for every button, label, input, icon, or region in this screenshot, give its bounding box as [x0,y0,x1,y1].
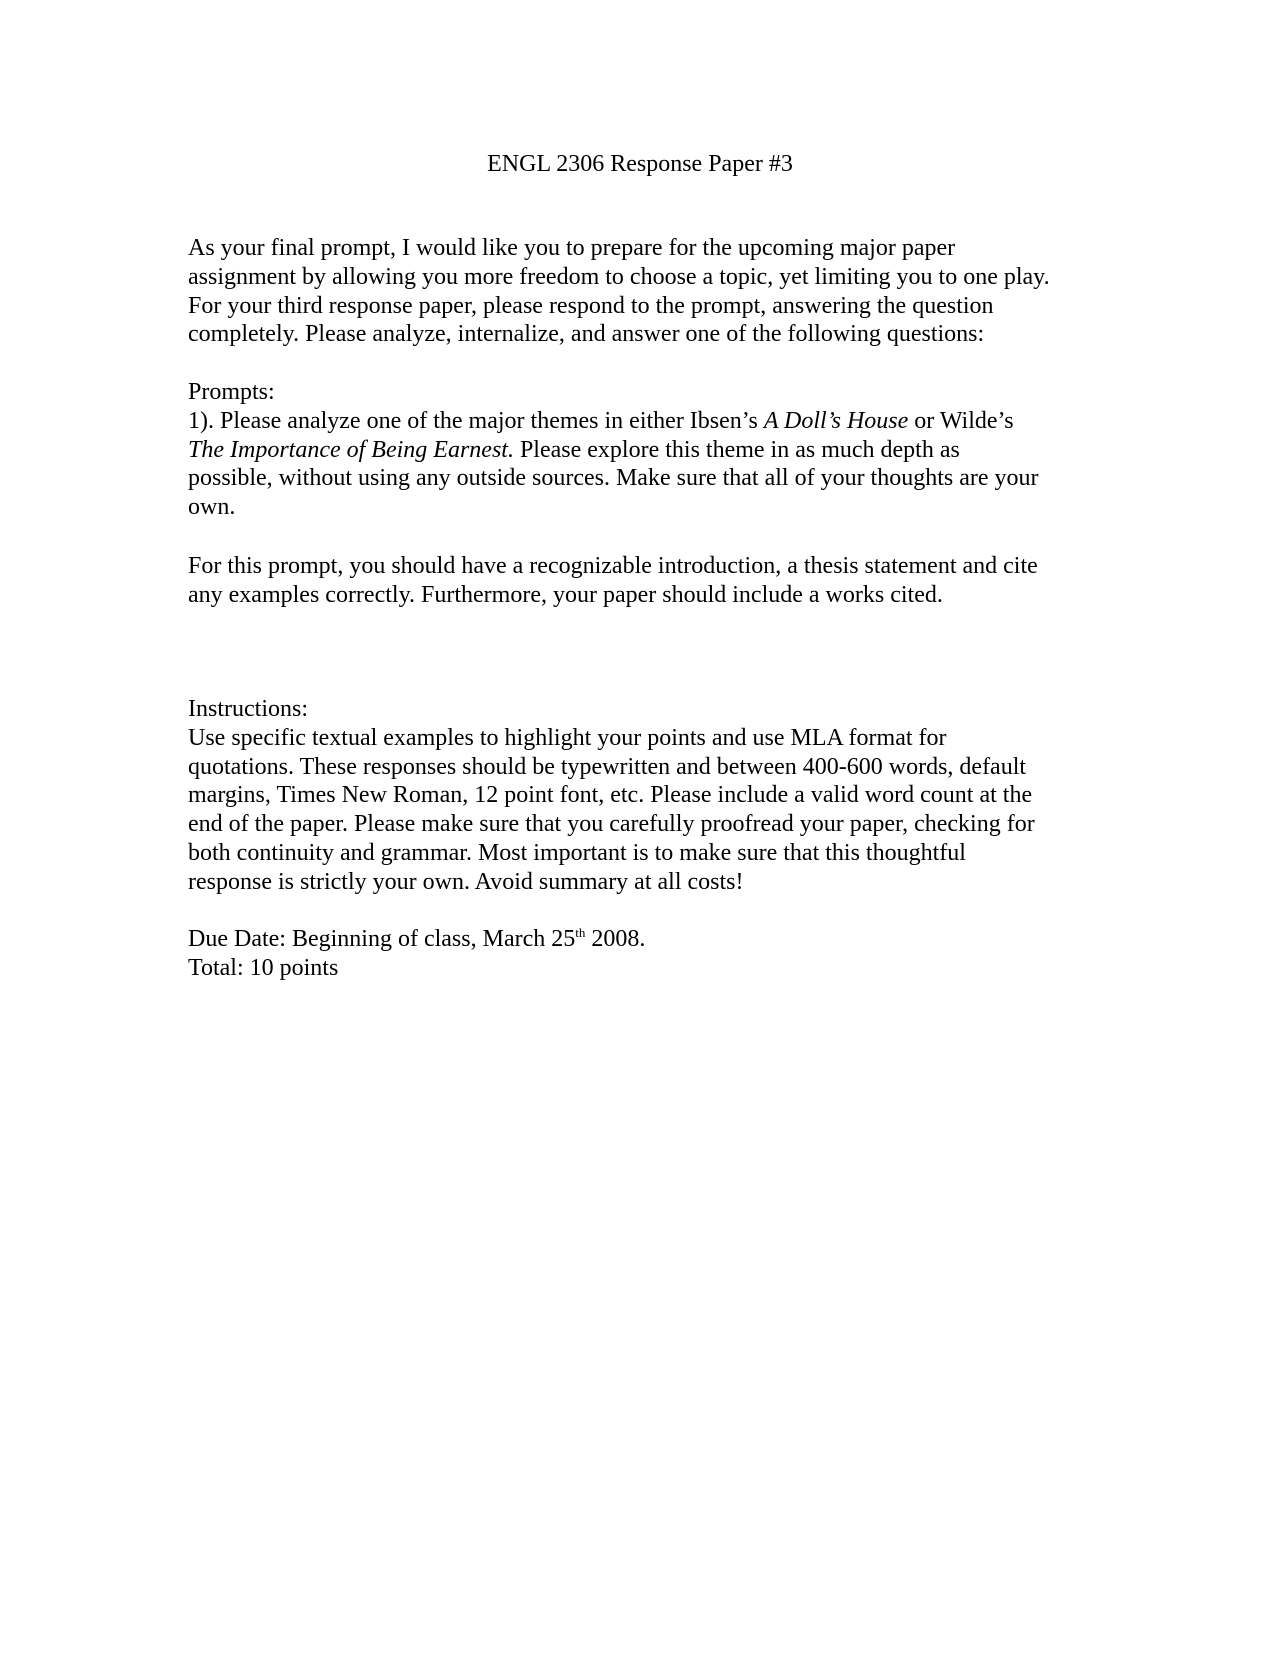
instructions-line: both continuity and grammar. Most important is to make sure that this thoughtful [188,839,966,866]
instructions-line: Use specific textual examples to highlight your points and use MLA format for [188,724,947,751]
instructions-section [188,695,1035,897]
due-date [188,925,645,954]
due-date-prefix: Due Date: Beginning of class, March 25 [188,926,576,952]
intro-line: For your third response paper, please respond to the prompt, answering the question [188,292,994,319]
play-title-being-earnest: The Importance of Being Earnest. [188,436,514,463]
prompt-1-line-3: possible, without using any outside sources. Make sure that all of your thoughts are your [188,465,1039,492]
prompt-1-line-4: own. [188,494,236,521]
prompt-1-text: or Wilde’s [908,407,1014,434]
requirements-line: For this prompt, you should have a recognizable introduction, a thesis statement and cite [188,553,1038,579]
prompt-1-line-2 [188,436,1039,465]
prompt-1-text: 1). Please analyze one of the major themes in either Ibsen’s [188,407,764,434]
intro-line: assignment by allowing you more freedom to choose a topic, yet limiting you to one play. [188,263,1050,290]
prompt-1-line-1 [188,407,1039,436]
intro-line: completely. Please analyze, internalize, and answer one of the following questions: [188,321,985,348]
instructions-line: end of the paper. Please make sure that you carefully proofread your paper, checking for [188,811,1035,838]
requirements-line: any examples correctly. Furthermore, your paper should include a works cited. [188,581,943,608]
instructions-heading: Instructions: [188,696,308,722]
prompts-section [188,378,1039,522]
due-date-suffix: 2008. [585,926,646,952]
instructions-line: response is strictly your own. Avoid summary at all costs! [188,868,744,895]
total-points: Total: 10 points [188,954,339,981]
prompt-requirements-paragraph [188,552,1038,610]
instructions-line: quotations. These responses should be typewritten and between 400-600 words, default [188,753,1027,780]
instructions-line: margins, Times New Roman, 12 point font, etc. Please include a valid word count at the [188,782,1033,809]
due-section [188,925,645,983]
document-title: ENGL 2306 Response Paper #3 [487,151,793,177]
intro-line: As your final prompt, I would like you to prepare for the upcoming major paper [188,235,956,261]
prompts-heading: Prompts: [188,379,275,405]
prompt-1-text: Please explore this theme in as much depth as [513,436,960,463]
play-title-dolls-house: A Doll’s House [763,407,909,434]
intro-paragraph [188,234,1050,349]
due-date-ordinal: th [575,925,586,940]
